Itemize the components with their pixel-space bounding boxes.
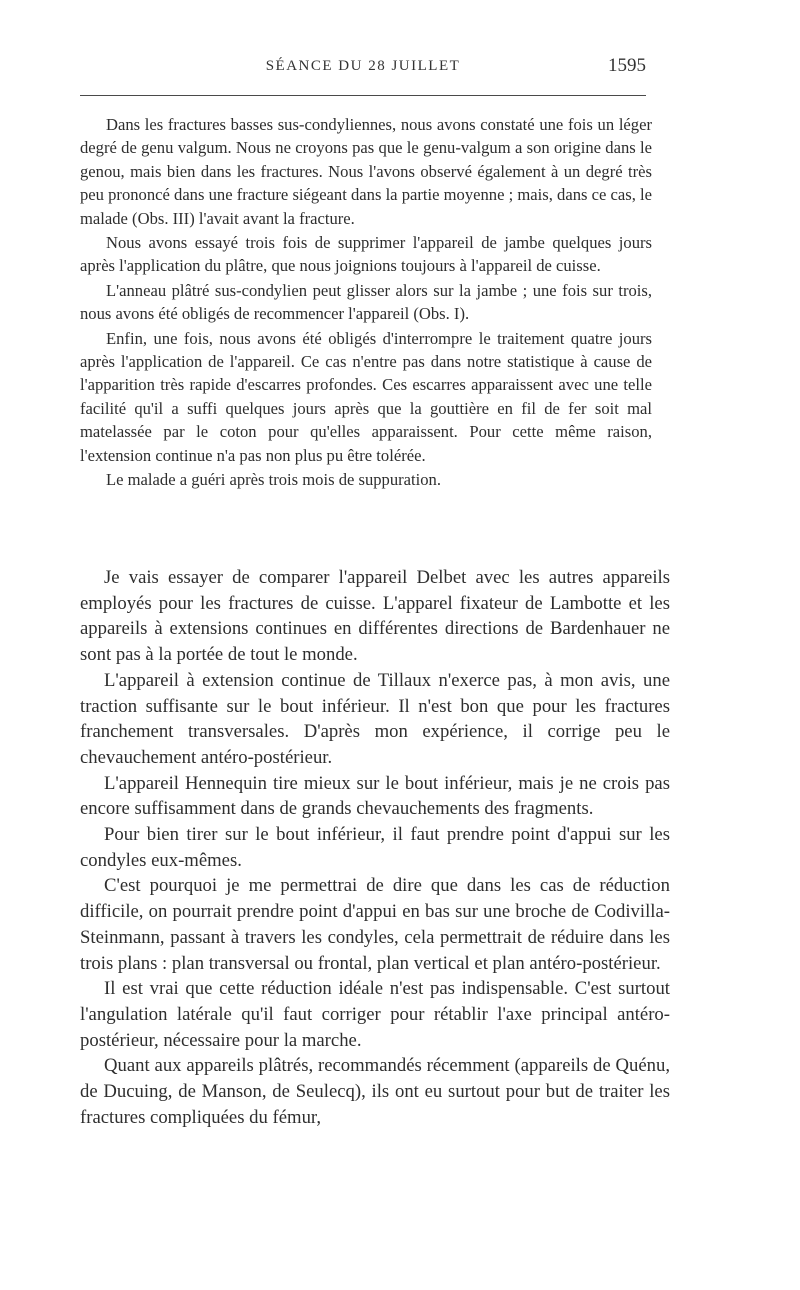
running-title: SÉANCE DU 28 JUILLET — [265, 58, 461, 74]
paragraph: Pour bien tirer sur le bout inférieur, il faut prendre point d'appui sur les condyles eux-mêmes. — [80, 824, 670, 871]
paragraph: Il est vrai que cette réduction idéale n'est pas indispensable. C'est surtout l'angulation latérale qu'il faut corriger pour rétablir l'axe principal antéro-postérieur, nécessaire pour la marche. — [80, 978, 670, 1051]
paragraph: Nous avons essayé trois fois de supprimer l'appareil de jambe quelques jours après l'application du plâtre, que nous joignions toujours à l'appareil de cuisse. — [80, 233, 652, 276]
header-rule — [80, 95, 646, 96]
paragraph: Quant aux appareils plâtrés, recommandés récemment (appareils de Quénu, de Ducuing, de Manson, de Seulecq), ils ont eu surtout pour but de traiter les fractures compliquées du fémur, — [80, 1055, 670, 1128]
paragraph: Le malade a guéri après trois mois de suppuration. — [106, 470, 442, 490]
main-text-section — [80, 565, 670, 1130]
paragraph: L'appareil à extension continue de Tillaux n'exerce pas, à mon avis, une traction suffisante sur le bout inférieur. Il n'est bon que pour les fractures franchement transversales. D'après mon expérience, il corrige peu le chevauchement antéro-postérieur. — [80, 669, 670, 768]
paragraph: L'appareil Hennequin tire mieux sur le bout inférieur, mais je ne crois pas encore suffisamment dans de grands chevauchements des fragments. — [80, 772, 670, 820]
paragraph: Je vais essayer de comparer l'appareil Delbet avec les autres appareils employés pour les fractures de cuisse. L'apparel fixateur de Lambotte et les appareils à extensions continues en différentes directions de Bardenhauer ne sont pas à la portée de tout le monde. — [80, 567, 670, 666]
paragraph: Dans les fractures basses sus-condyliennes, nous avons constaté une fois un léger degré de genu valgum. Nous ne croyons pas que le genu-valgum a son origine dans le genou, mais bien dans les fractures. Nous l'avons observé également à un degré très peu prononcé dans une fracture siégeant dans la partie moyenne ; mais, dans ce cas, le malade (Obs. III) l'avait avant la fracture. — [80, 115, 652, 228]
running-header — [80, 54, 646, 84]
small-type-section — [80, 113, 652, 492]
paragraph: L'anneau plâtré sus-condylien peut glisser alors sur la jambe ; une fois sur trois, nous avons été obligés de recommencer l'appareil (Obs. I). — [80, 280, 652, 324]
paragraph: Enfin, une fois, nous avons été obligés d'interrompre le traitement quatre jours après l'application de l'appareil. Ce cas n'entre pas dans notre statistique à cause de l'apparition très rapide d'escarres profondes. Ces escarres apparaissent avec une telle facilité qu'il a suffi quelques jours après que la gouttière en fil de fer soit mal matelassée par le coton pour qu'elles apparaissent. Pour cette même raison, l'extension continue n'a pas non plus pu être tolérée. — [80, 328, 652, 465]
page-number: 1595 — [608, 55, 646, 76]
paragraph: C'est pourquoi je me permettrai de dire que dans les cas de réduction difficile, on pourrait prendre point d'appui en bas sur une broche de Codivilla-Steinmann, passant à travers les condyles, cela permettrait de réduire dans les trois plans : plan transversal ou frontal, plan vertical et plan antéro-postérieur. — [80, 875, 670, 974]
